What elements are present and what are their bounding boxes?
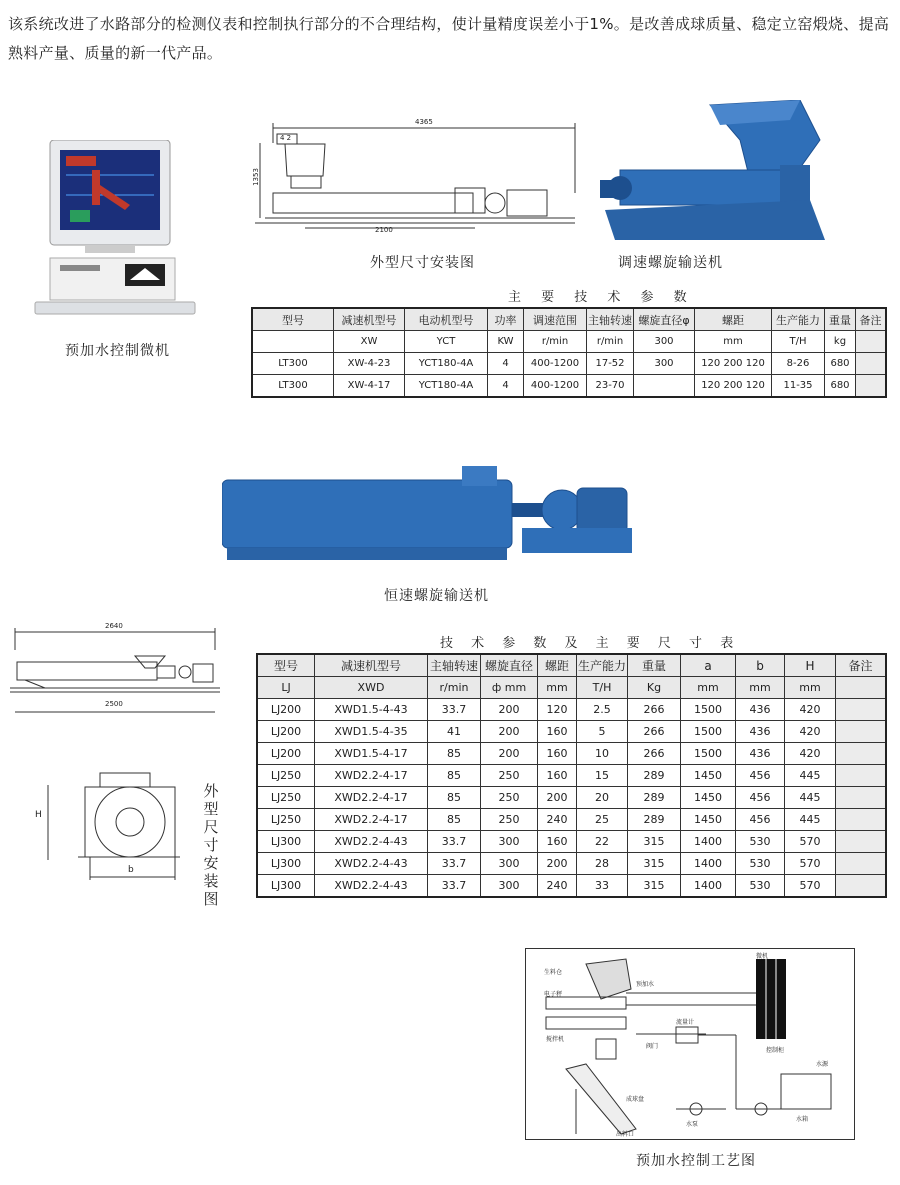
table-cell: 315: [628, 875, 681, 898]
table-cell: 680: [825, 353, 856, 375]
process-label: 流量计: [676, 1019, 695, 1026]
table-cell: T/H: [577, 677, 628, 699]
table-cell: [836, 875, 887, 898]
table-cell: LJ250: [257, 765, 315, 787]
table-cell: 15: [577, 765, 628, 787]
table-unit-row: [257, 677, 886, 699]
table-cell: 200: [538, 853, 577, 875]
table-header-cell: 型号: [257, 654, 315, 677]
table-cell: 400-1200: [524, 375, 587, 398]
table-cell: 2.5: [577, 699, 628, 721]
table-cell: 530: [736, 831, 785, 853]
table-cell: 120 200 120: [695, 375, 772, 398]
table-cell: XWD2.2-4-43: [315, 875, 428, 898]
table-cell: XWD2.2-4-17: [315, 787, 428, 809]
table-cell: 266: [628, 699, 681, 721]
table-cell: 436: [736, 743, 785, 765]
process-label: 搅拌机: [546, 1036, 565, 1043]
table-cell: 445: [785, 765, 836, 787]
table-cell: XWD1.5-4-35: [315, 721, 428, 743]
table-cell: 240: [538, 809, 577, 831]
table-cell: kg: [825, 331, 856, 353]
table-header-cell: 螺旋直径φ: [634, 308, 695, 331]
table-cell: [836, 853, 887, 875]
table-cell: 570: [785, 853, 836, 875]
table-cell: 200: [481, 721, 538, 743]
table-cell: LJ250: [257, 809, 315, 831]
table-cell: YCT: [405, 331, 488, 353]
lj-end-drawing: [30, 765, 190, 895]
dim-top-small: 4 2: [280, 134, 292, 142]
table-row: [257, 787, 886, 809]
table-cell: LJ300: [257, 875, 315, 898]
table-cell: XWD2.2-4-43: [315, 853, 428, 875]
table-cell: 85: [428, 765, 481, 787]
table-cell: 8-26: [772, 353, 825, 375]
lj-side-drawing: [5, 620, 227, 720]
table-cell: 266: [628, 743, 681, 765]
vs-conveyor-image: [600, 100, 830, 245]
table-header-cell: 生产能力: [577, 654, 628, 677]
table-cell: XWD1.5-4-43: [315, 699, 428, 721]
table-row: [252, 353, 886, 375]
table-cell: 200: [481, 699, 538, 721]
table-cell: 315: [628, 831, 681, 853]
table-row: [257, 831, 886, 853]
table-cell: [836, 743, 887, 765]
table-cell: Kg: [628, 677, 681, 699]
table-cell: LJ250: [257, 787, 315, 809]
cs-conveyor-image: [222, 458, 642, 568]
process-diagram: [525, 948, 855, 1140]
table-cell: 120: [538, 699, 577, 721]
table-cell: LJ300: [257, 831, 315, 853]
table1-title: 主 要 技 术 参 数: [508, 290, 695, 305]
table-header-cell: 生产能力: [772, 308, 825, 331]
table-header-cell: 备注: [856, 308, 887, 331]
table-cell: 530: [736, 853, 785, 875]
table-row: [257, 721, 886, 743]
table-header-cell: 备注: [836, 654, 887, 677]
table-row: [252, 375, 886, 398]
process-label: 控制柜: [766, 1047, 785, 1054]
dim-lj-top: 2640: [105, 622, 123, 630]
table-cell: 1450: [681, 809, 736, 831]
table-cell: 680: [825, 375, 856, 398]
table-cell: 436: [736, 699, 785, 721]
table-cell: [856, 375, 887, 398]
table-cell: LT300: [252, 353, 334, 375]
table-cell: 1450: [681, 765, 736, 787]
dim-end-b: b: [128, 865, 134, 875]
table-cell: 10: [577, 743, 628, 765]
table-cell: LJ300: [257, 853, 315, 875]
table-cell: 22: [577, 831, 628, 853]
table-cell: XWD1.5-4-17: [315, 743, 428, 765]
table-cell: 33.7: [428, 875, 481, 898]
table-cell: [836, 831, 887, 853]
table-cell: mm: [538, 677, 577, 699]
table-cell: 445: [785, 787, 836, 809]
table-cell: XW-4-17: [334, 375, 405, 398]
table-cell: 570: [785, 875, 836, 898]
table-cell: 456: [736, 809, 785, 831]
table-cell: 25: [577, 809, 628, 831]
table-row: [257, 853, 886, 875]
table-cell: [836, 765, 887, 787]
process-label: 水箱: [796, 1116, 809, 1123]
table-header-cell: 调速范围: [524, 308, 587, 331]
table-cell: XWD2.2-4-43: [315, 831, 428, 853]
table-cell: 4: [488, 353, 524, 375]
table-cell: mm: [695, 331, 772, 353]
table-cell: 160: [538, 831, 577, 853]
process-label: 微机: [756, 953, 769, 960]
table-cell: YCT180-4A: [405, 353, 488, 375]
table-cell: [856, 353, 887, 375]
process-label: 出料口: [616, 1131, 635, 1138]
dim-end-h: H: [35, 810, 42, 820]
table-cell: 420: [785, 721, 836, 743]
table-header-cell: a: [681, 654, 736, 677]
table-cell: 85: [428, 743, 481, 765]
table-cell: 570: [785, 831, 836, 853]
table-row: [257, 875, 886, 898]
computer-image: [30, 140, 210, 320]
dim-top-bottom: 2100: [375, 226, 393, 234]
table-header-cell: 功率: [488, 308, 524, 331]
spec-table-2: [256, 653, 887, 898]
table-cell: XW: [334, 331, 405, 353]
table-cell: 200: [481, 743, 538, 765]
table-cell: 300: [481, 875, 538, 898]
table-header-cell: 螺距: [695, 308, 772, 331]
install-caption: 外型尺寸安装图: [370, 255, 475, 271]
spec-table-1: [251, 307, 887, 398]
table-cell: r/min: [428, 677, 481, 699]
process-label: 成球盘: [626, 1096, 645, 1103]
table-cell: 436: [736, 721, 785, 743]
table-cell: 315: [628, 853, 681, 875]
dim-top-total: 4365: [415, 118, 433, 126]
table-header-row: [252, 308, 886, 331]
table-cell: mm: [785, 677, 836, 699]
table-cell: 420: [785, 699, 836, 721]
table-cell: XWD2.2-4-17: [315, 765, 428, 787]
table-header-row: [257, 654, 886, 677]
table-header-cell: b: [736, 654, 785, 677]
table-cell: 300: [481, 853, 538, 875]
table-cell: 1500: [681, 743, 736, 765]
table-cell: LJ200: [257, 743, 315, 765]
process-label: 电子秤: [544, 991, 563, 998]
table-cell: 420: [785, 743, 836, 765]
table-cell: LJ200: [257, 699, 315, 721]
table-cell: YCT180-4A: [405, 375, 488, 398]
table-cell: 300: [481, 831, 538, 853]
table-cell: LT300: [252, 375, 334, 398]
install-drawing: [245, 118, 585, 243]
table-cell: 85: [428, 787, 481, 809]
table-cell: ф mm: [481, 677, 538, 699]
table-cell: 1450: [681, 787, 736, 809]
table-cell: LJ200: [257, 721, 315, 743]
table-header-cell: H: [785, 654, 836, 677]
table-cell: XWD2.2-4-17: [315, 809, 428, 831]
table2-title: 技 术 参 数 及 主 要 尺 寸 表: [440, 636, 741, 651]
table-unit-row: [252, 331, 886, 353]
cs-conveyor-caption: 恒速螺旋输送机: [384, 588, 489, 604]
table-header-cell: 螺距: [538, 654, 577, 677]
table-cell: 5: [577, 721, 628, 743]
table-cell: 4: [488, 375, 524, 398]
computer-caption: 预加水控制微机: [65, 343, 170, 359]
table-cell: 530: [736, 875, 785, 898]
table-cell: 160: [538, 743, 577, 765]
table-cell: 33.7: [428, 853, 481, 875]
table-cell: 445: [785, 809, 836, 831]
table-header-cell: 电动机型号: [405, 308, 488, 331]
table-cell: 28: [577, 853, 628, 875]
table-header-cell: 主轴转速: [587, 308, 634, 331]
table-header-cell: 减速机型号: [334, 308, 405, 331]
table-cell: [634, 375, 695, 398]
table-header-cell: 重量: [825, 308, 856, 331]
table-cell: 23-70: [587, 375, 634, 398]
table-header-cell: 型号: [252, 308, 334, 331]
table-cell: T/H: [772, 331, 825, 353]
table-cell: r/min: [587, 331, 634, 353]
table-cell: 289: [628, 787, 681, 809]
table-cell: 200: [538, 787, 577, 809]
process-label: 水泵: [686, 1121, 699, 1128]
table-cell: 33: [577, 875, 628, 898]
table-cell: [856, 331, 887, 353]
table-cell: [836, 677, 887, 699]
table-row: [257, 699, 886, 721]
table-cell: 41: [428, 721, 481, 743]
table-cell: 266: [628, 721, 681, 743]
table-cell: 250: [481, 787, 538, 809]
dim-lj-bottom: 2500: [105, 700, 123, 708]
table-cell: 250: [481, 809, 538, 831]
table-header-cell: 重量: [628, 654, 681, 677]
table-cell: 11-35: [772, 375, 825, 398]
table-cell: mm: [681, 677, 736, 699]
table-row: [257, 809, 886, 831]
table-header-cell: 螺旋直径: [481, 654, 538, 677]
table-cell: 33.7: [428, 699, 481, 721]
table-cell: 1500: [681, 721, 736, 743]
table-row: [257, 743, 886, 765]
outline-vertical-caption: 外型尺寸安装图: [203, 782, 219, 908]
process-label: 水源: [816, 1061, 829, 1068]
table-cell: 17-52: [587, 353, 634, 375]
dim-top-side: 1353: [251, 168, 260, 186]
table-cell: [836, 787, 887, 809]
table-cell: mm: [736, 677, 785, 699]
table-header-cell: 减速机型号: [315, 654, 428, 677]
process-label: 预加水: [636, 981, 655, 988]
vs-conveyor-caption: 调速螺旋输送机: [618, 255, 723, 271]
table-cell: 85: [428, 809, 481, 831]
table-cell: 456: [736, 765, 785, 787]
table-cell: XWD: [315, 677, 428, 699]
table-cell: 1500: [681, 699, 736, 721]
table-cell: 289: [628, 765, 681, 787]
table-cell: 1400: [681, 853, 736, 875]
table-header-cell: 主轴转速: [428, 654, 481, 677]
process-caption: 预加水控制工艺图: [636, 1153, 756, 1169]
table-cell: KW: [488, 331, 524, 353]
table-cell: 250: [481, 765, 538, 787]
table-cell: 289: [628, 809, 681, 831]
process-label: 生料仓: [544, 969, 563, 976]
table-row: [257, 765, 886, 787]
table-cell: [836, 809, 887, 831]
table-cell: [252, 331, 334, 353]
table-cell: 120 200 120: [695, 353, 772, 375]
table-cell: 160: [538, 721, 577, 743]
table-cell: [836, 699, 887, 721]
table-cell: 1400: [681, 875, 736, 898]
table-cell: [836, 721, 887, 743]
table-cell: LJ: [257, 677, 315, 699]
table-cell: r/min: [524, 331, 587, 353]
intro-paragraph: 该系统改进了水路部分的检测仪表和控制执行部分的不合理结构，使计量精度误差小于1%。是改善成球质量、稳定立窑煅烧、提高熟料产量、质量的新一代产品。: [8, 15, 890, 62]
table-cell: 300: [634, 331, 695, 353]
table-cell: XW-4-23: [334, 353, 405, 375]
table-cell: 1400: [681, 831, 736, 853]
table-cell: 240: [538, 875, 577, 898]
table-cell: 160: [538, 765, 577, 787]
table-cell: 400-1200: [524, 353, 587, 375]
table-cell: 33.7: [428, 831, 481, 853]
table-cell: 456: [736, 787, 785, 809]
process-label: 阀门: [646, 1043, 659, 1050]
table-cell: 20: [577, 787, 628, 809]
table-cell: 300: [634, 353, 695, 375]
